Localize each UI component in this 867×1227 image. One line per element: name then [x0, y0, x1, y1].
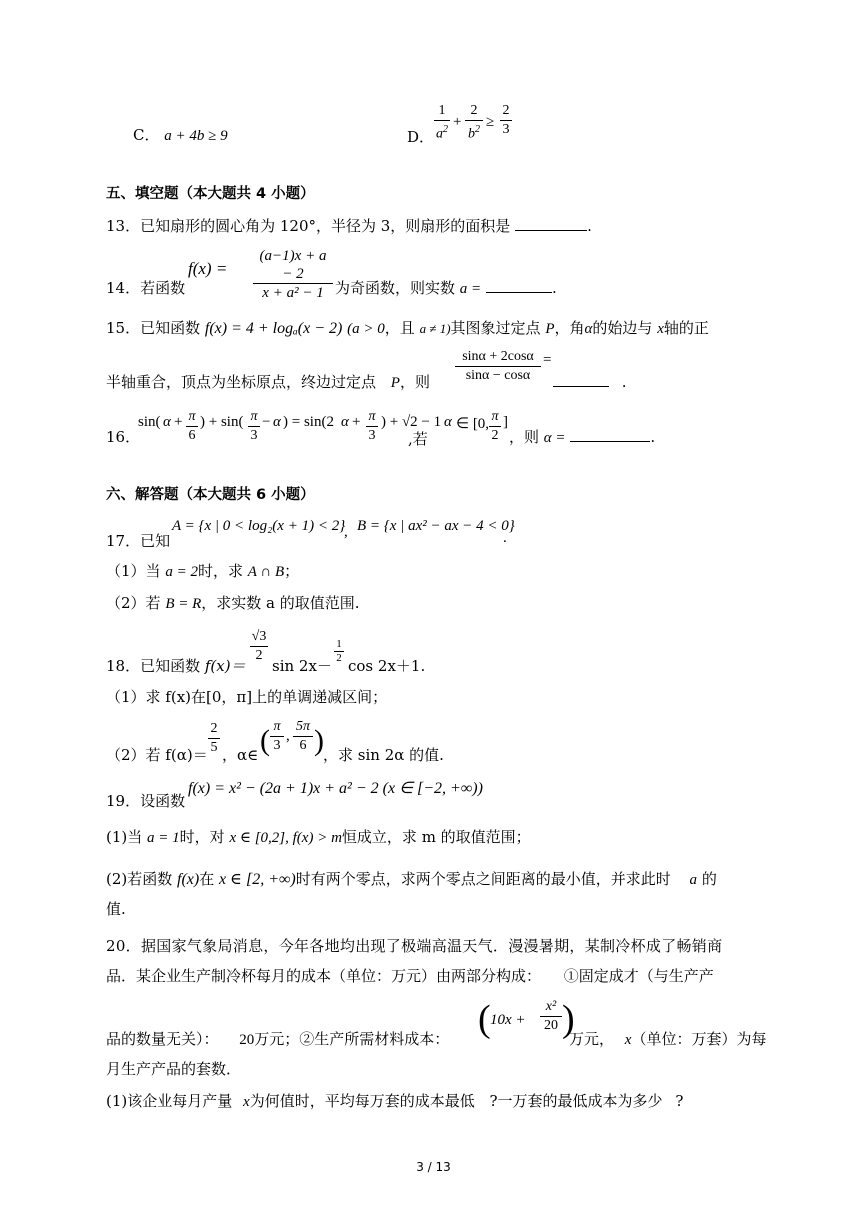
- q17-lead: 17．已知: [106, 532, 171, 550]
- q14-end: .: [551, 279, 557, 297]
- question-18: [106, 655, 246, 677]
- q13-end: .: [587, 217, 592, 235]
- q15-blank[interactable]: [553, 372, 609, 387]
- q17-set-a: A = {x | 0 < log₂(x + 1) < 2}: [172, 518, 346, 534]
- q20-line3: 品的数量无关）： 20万元；②生产所需材料成本：: [106, 1030, 450, 1048]
- q19-p2f: a: [689, 872, 698, 888]
- q18-frac-25: 2 5: [208, 720, 220, 757]
- q14-rest: [335, 277, 557, 300]
- q19-lead: 19．设函数: [106, 792, 186, 810]
- q17-part2: [106, 592, 360, 615]
- q14-mid: 为奇函数，则实数: [335, 279, 456, 297]
- q17-part1: [106, 560, 299, 583]
- q18-cos: cos 2x＋1.: [348, 657, 426, 675]
- q17-end: .: [503, 530, 507, 546]
- q13-text: 13．已知扇形的圆心角为 120°，半径为 3，则扇形的面积是: [106, 217, 511, 235]
- q15-end: .: [621, 373, 627, 391]
- option-d: [407, 126, 434, 148]
- q20-line3-tail: 万元， x（单位：万套）为每: [569, 1030, 767, 1048]
- q17-p2expr: B = R: [165, 596, 202, 612]
- option-c: [133, 124, 228, 147]
- q18-sin: sin 2x－: [272, 657, 332, 675]
- q18-lead: 18．已知函数: [106, 657, 201, 675]
- q15-cond: (a > 0: [347, 321, 385, 337]
- q20-line5: (1)该企业每月产量 x为何值时，平均每万套的成本最低 ?一万套的最低成本为多少 ?: [106, 1092, 684, 1110]
- q16-blank[interactable]: [570, 427, 650, 442]
- q15-line2b: ，则: [399, 373, 430, 391]
- q19-part2: (2)若函数 f(x)在 x ∈ [2, +∞)时有两个零点，求两个零点之间距离的最小值，并求此时 a 的: [106, 870, 717, 888]
- q15-fraction: [455, 348, 541, 385]
- section-5-title: 五、填空题（本大题共 4 小题）: [106, 186, 315, 202]
- q15-expr: f(x) = 4 + logₐ(x − 2): [204, 320, 343, 337]
- q16-var: α =: [543, 430, 566, 446]
- q15-eq: =: [543, 352, 552, 368]
- q14-blank[interactable]: [486, 278, 552, 293]
- q18-part2c: ，求 sin 2α 的值.: [323, 746, 444, 764]
- q20-line1: 20．据国家气象局消息，今年各地均出现了极端高温天气．漫漫暑期，某制冷杯成了畅销商: [106, 937, 723, 955]
- q19-p2d: x ∈ [2, +∞): [219, 871, 296, 888]
- q14-fraction: [253, 247, 333, 302]
- q16-answer: [509, 426, 655, 449]
- q15-numerator: sinα + 2cosα: [462, 349, 534, 364]
- q15-denominator: sinα − cosα: [465, 368, 531, 383]
- q18-part1: （1）求 f(x)在[0，π]上的单调递减区间；: [106, 688, 388, 706]
- q15-cond2: a ≠ 1): [419, 321, 451, 336]
- q19-p1b: a = 1: [147, 830, 180, 846]
- q15-x: x: [657, 321, 664, 337]
- section-6-title: 六、解答题（本大题共 6 小题）: [106, 487, 315, 503]
- q13-blank[interactable]: [515, 216, 587, 231]
- q17-p1c: A ∩ B: [247, 564, 285, 580]
- q20-line2: 品．某企业生产制冷杯每月的成本（单位：万元）由两部分构成： ①固定成才（与生产产: [106, 967, 714, 985]
- q15-line1c: 其图象过定点: [450, 319, 541, 337]
- q17-p2a: （2）若: [106, 594, 161, 612]
- q19-p2b: f(x): [177, 871, 200, 888]
- q17-p1a: （1）当: [106, 562, 161, 580]
- option-c-expr: a + 4b ≥ 9: [164, 128, 228, 144]
- q14-fx: f(x) =: [188, 259, 228, 278]
- q18-part2a: （2）若 f(α)＝: [106, 746, 208, 764]
- question-16-num: 16．: [106, 428, 141, 446]
- question-17: [106, 530, 170, 552]
- option-c-label: C．: [133, 126, 160, 144]
- q17-comma: ,: [344, 524, 348, 540]
- question-15-line2: [106, 371, 430, 394]
- q15-answer: [553, 371, 627, 393]
- q15-line1a: 15．已知函数: [106, 319, 201, 337]
- q17-p1expr: a = 2: [165, 564, 198, 580]
- q19-part1: (1)当 a = 1时，对 x ∈ [0,2], f(x) > m恒成立，求 m 的取值范围；: [106, 828, 531, 846]
- q17-p2b: ，求实数 a 的取值范围.: [201, 594, 360, 612]
- q19-expr: f(x) = x² − (2a + 1)x + a² − 2 (x ∈ [−2, +∞)): [188, 780, 483, 797]
- q16-mid: ,若: [408, 430, 428, 448]
- q17-p1b: 时，求: [197, 562, 243, 580]
- question-19: [106, 790, 185, 812]
- q15-p: P: [545, 321, 555, 337]
- option-d-label: D．: [407, 128, 435, 146]
- q19-p1d: x ∈ [0,2], f(x) > m: [229, 830, 342, 846]
- q15-line1d: ，角: [554, 319, 585, 337]
- q18-frac-half: 1 2: [334, 638, 344, 665]
- q14-var: a =: [459, 281, 482, 297]
- q16-then: ，则: [509, 428, 540, 446]
- q15-line1b: ，且: [384, 319, 415, 337]
- q17-set-b: B = {x | ax² − ax − 4 < 0}: [357, 518, 515, 534]
- q15-line1e: 的始边与: [592, 319, 653, 337]
- q18-frac-sqrt3: √3 2: [251, 629, 267, 663]
- q15-line2a: 半轴重合，顶点为坐标原点，终边过定点: [106, 373, 377, 391]
- q18-fx: f(x)＝: [204, 657, 246, 675]
- question-14-num: 14．若函数: [106, 279, 186, 297]
- q15-alpha: α: [584, 321, 593, 337]
- page-number: 3 / 13: [416, 1160, 451, 1174]
- q18-part2b: ，α∈: [222, 746, 259, 764]
- q19-part2-end: 值.: [106, 900, 126, 918]
- q14-denominator: x + a² − 1: [262, 285, 324, 301]
- question-13: [106, 215, 592, 237]
- q16-end: .: [650, 428, 656, 446]
- question-15-line1: [106, 317, 709, 340]
- q15-p2: P: [390, 375, 400, 391]
- q15-line1f: 轴的正: [663, 319, 709, 337]
- q17-p1d: ；: [284, 562, 300, 580]
- q20-line4: 月生产产品的套数．: [106, 1060, 242, 1078]
- q14-numerator: (a−1)x + a − 2: [259, 248, 327, 282]
